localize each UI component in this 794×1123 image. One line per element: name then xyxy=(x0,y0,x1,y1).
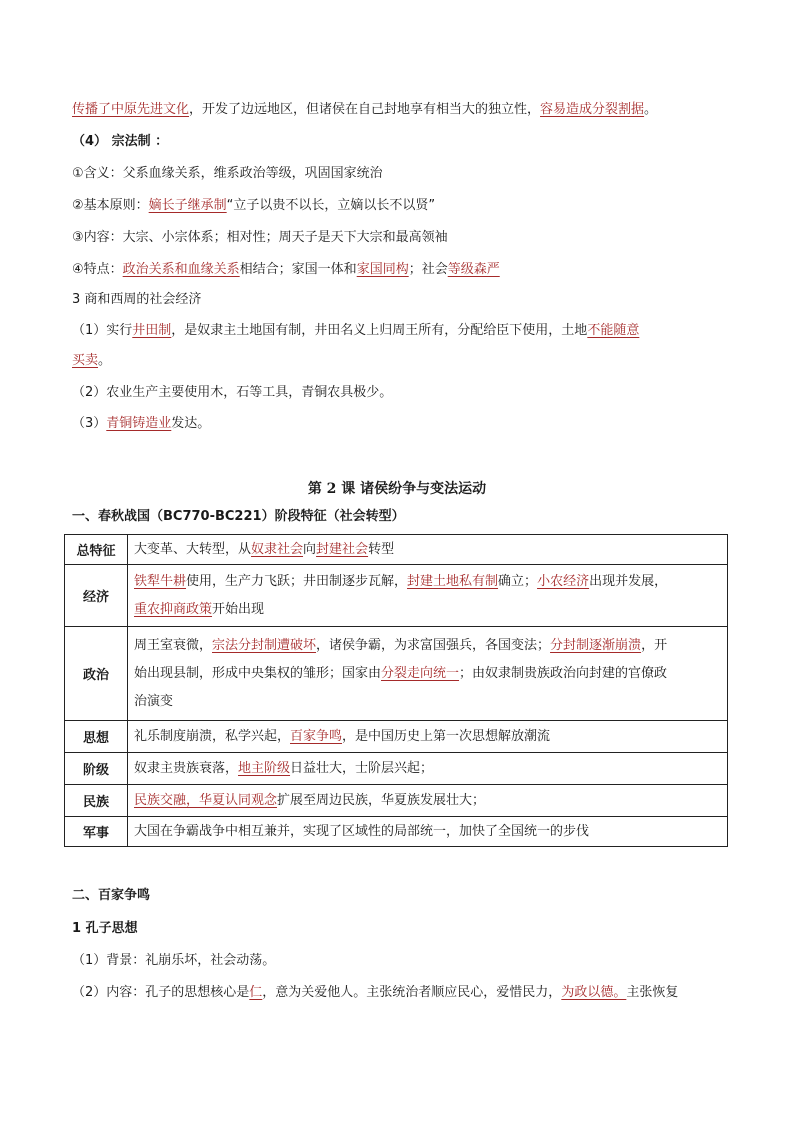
text-line xyxy=(72,322,639,340)
text-line: ①含义：父系血缘关系，维系政治等级，巩固国家统治 xyxy=(72,166,383,181)
table-row xyxy=(65,535,728,565)
highlight-term: 为政以德。 xyxy=(561,985,627,1000)
text-line xyxy=(72,197,435,215)
text: 相结合；家国一体和 xyxy=(239,262,357,277)
row-value xyxy=(128,627,728,721)
section-heading: 3 商和西周的社会经济 xyxy=(72,292,202,307)
row-key: 军事 xyxy=(65,817,128,847)
text: ，意为关爱他人。主张统治者顺应民心，爱惜民力， xyxy=(262,985,562,1000)
row-value xyxy=(128,753,728,785)
text-line: ③内容：大宗、小宗体系；相对性；周天子是天下大宗和最高领袖 xyxy=(72,230,448,245)
text: 使用，生产力飞跃；井田制逐步瓦解， xyxy=(186,573,408,589)
highlight-term: 百家争鸣 xyxy=(290,728,343,744)
row-value xyxy=(128,721,728,753)
highlight-term: 宗法分封制遭破坏 xyxy=(212,637,317,653)
text: 发达。 xyxy=(171,416,211,431)
highlight-term: 等级森严 xyxy=(447,262,500,277)
row-value xyxy=(128,565,728,627)
table-row xyxy=(65,785,728,817)
text: （2）内容：孔子的思想核心是 xyxy=(72,985,250,1000)
text-line xyxy=(72,415,210,433)
clan-system-heading: （4） 宗法制 ： xyxy=(72,134,169,149)
text-line: （1）背景：礼崩乐坏，社会动荡。 xyxy=(72,953,276,968)
text: 。 xyxy=(98,353,112,368)
text: 转型 xyxy=(368,541,395,557)
text: 。 xyxy=(644,102,658,117)
section-title: 一、春秋战国（BC770-BC221）阶段特征（社会转型） xyxy=(72,509,405,524)
row-key: 思想 xyxy=(65,721,128,753)
features-table xyxy=(64,534,728,847)
table-row xyxy=(65,753,728,785)
text: 始出现县制，形成中央集权的雏形；国家由 xyxy=(134,665,382,681)
text: （3） xyxy=(72,416,107,431)
table-row xyxy=(65,817,728,847)
text: 向 xyxy=(303,541,317,557)
text: ，是奴隶主土地国有制，井田名义上归周王所有，分配给臣下使用，土地 xyxy=(171,323,588,338)
text: ，开 xyxy=(641,637,668,653)
text: ，开发了边远地区，但诸侯在自己封地享有相当大的独立性， xyxy=(189,102,541,117)
highlight-term: 奴隶社会 xyxy=(251,541,304,557)
row-value xyxy=(128,535,728,565)
text-line xyxy=(72,101,657,119)
highlight-term: 容易造成分裂割据 xyxy=(540,102,645,117)
highlight-term: 井田制 xyxy=(132,323,172,338)
text: ；由奴隶制贵族政治向封建的官僚政 xyxy=(459,665,668,681)
highlight-term: 家国同构 xyxy=(356,262,409,277)
highlight-term: 分裂走向统一 xyxy=(381,665,460,681)
table-row xyxy=(65,627,728,721)
lesson-title: 第 2 课 诸侯纷争与变法运动 xyxy=(307,481,487,497)
highlight-term: 买卖 xyxy=(72,353,99,368)
text: 周王室衰微， xyxy=(134,637,213,653)
row-value: 大国在争霸战争中相互兼并，实现了区域性的局部统一，加快了全国统一的步伐 xyxy=(128,817,728,847)
highlight-term: 民族交融，华夏认同观念 xyxy=(134,792,278,808)
text: 确立； xyxy=(498,573,538,589)
text: ②基本原则： xyxy=(72,198,149,213)
row-value xyxy=(128,785,728,817)
highlight-term: 青铜铸造业 xyxy=(106,416,172,431)
text: 主张恢复 xyxy=(626,985,679,1000)
text: ；社会 xyxy=(408,262,448,277)
highlight-term: 封建土地私有制 xyxy=(407,573,499,589)
row-key: 政治 xyxy=(65,627,128,721)
highlight-term: 传播了中原先进文化 xyxy=(72,102,190,117)
text: 大变革、大转型，从 xyxy=(134,541,252,557)
highlight-term: 封建社会 xyxy=(316,541,369,557)
text: 出现并发展， xyxy=(589,573,668,589)
text-line xyxy=(72,984,678,1002)
text: 礼乐制度崩溃，私学兴起， xyxy=(134,728,291,744)
highlight-term: 政治关系和血缘关系 xyxy=(122,262,240,277)
text-line xyxy=(72,352,111,370)
highlight-term: 仁 xyxy=(249,985,263,1000)
table-row xyxy=(65,565,728,627)
highlight-term: 铁犁牛耕 xyxy=(134,573,187,589)
subsection-title: 1 孔子思想 xyxy=(72,921,138,936)
highlight-term: 小农经济 xyxy=(537,573,590,589)
text: 奴隶主贵族衰落， xyxy=(134,760,239,776)
table-row xyxy=(65,721,728,753)
text: 开始出现 xyxy=(212,601,265,617)
text: ④特点： xyxy=(72,262,123,277)
section-title: 二、百家争鸣 xyxy=(72,888,151,903)
text: （1）实行 xyxy=(72,323,133,338)
text: 日益壮大，士阶层兴起； xyxy=(290,760,434,776)
highlight-term: 重农抑商政策 xyxy=(134,601,213,617)
highlight-term: 地主阶级 xyxy=(238,760,291,776)
row-key: 总特征 xyxy=(65,535,128,565)
row-key: 阶级 xyxy=(65,753,128,785)
text-line: （2）农业生产主要使用木，石等工具，青铜农具极少。 xyxy=(72,385,393,400)
text: ，是中国历史上第一次思想解放潮流 xyxy=(342,728,551,744)
row-key: 经济 xyxy=(65,565,128,627)
highlight-term: 分封制逐渐崩溃 xyxy=(550,637,642,653)
highlight-term: 嫡长子继承制 xyxy=(148,198,227,213)
text: 扩展至周边民族，华夏族发展壮大； xyxy=(277,792,486,808)
text-line xyxy=(72,261,500,279)
text: 治演变 xyxy=(134,693,174,709)
text: ，诸侯争霸，为求富国强兵，各国变法； xyxy=(316,637,551,653)
row-key: 民族 xyxy=(65,785,128,817)
text: “立子以贵不以长，立嫡以长不以贤” xyxy=(226,198,436,213)
highlight-term: 不能随意 xyxy=(587,323,640,338)
